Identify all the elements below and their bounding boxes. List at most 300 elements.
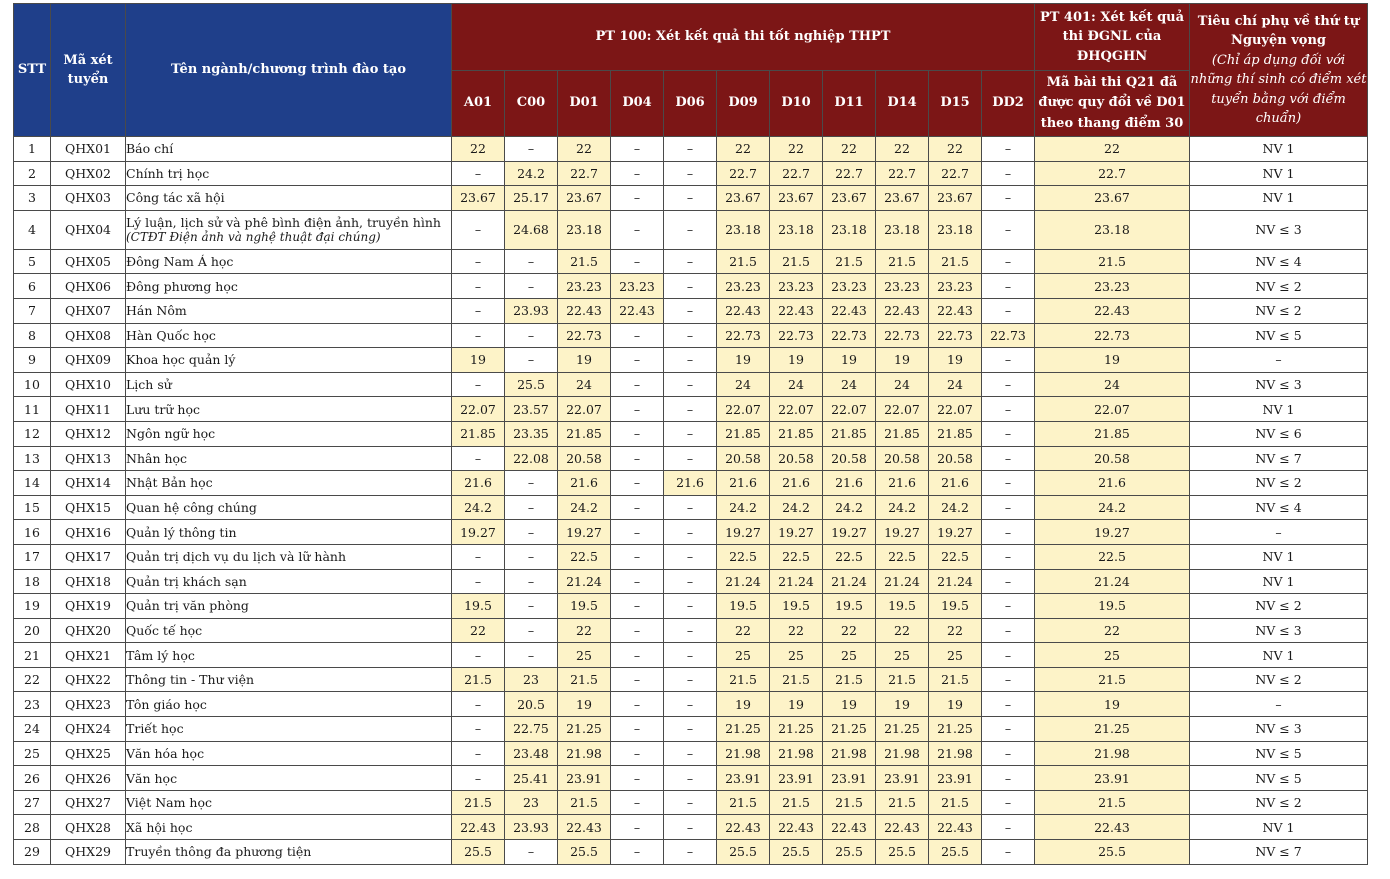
row-score-d06: – — [664, 137, 717, 162]
row-ten-nganh — [126, 667, 452, 692]
row-score-dd2: – — [982, 298, 1035, 323]
row-score-d01: 22 — [558, 618, 611, 643]
table-row — [14, 161, 1368, 186]
row-score-d09: 21.24 — [717, 569, 770, 594]
row-score-d10: 21.6 — [770, 471, 823, 496]
row-score-c00: – — [505, 274, 558, 299]
row-score-d15: 24 — [929, 372, 982, 397]
header-combo-d06: D06 — [664, 71, 717, 137]
row-ten-nganh-label: Quản trị khách sạn — [126, 573, 247, 589]
row-tieu-chi-phu: NV 1 — [1190, 569, 1368, 594]
row-score-d10: 19.5 — [770, 594, 823, 619]
row-stt: 19 — [14, 594, 51, 619]
row-score-d11: 22 — [823, 618, 876, 643]
row-score-d06: – — [664, 594, 717, 619]
row-score-d15: 22.43 — [929, 298, 982, 323]
row-score-d11: 25.5 — [823, 840, 876, 865]
row-score-d06: – — [664, 323, 717, 348]
row-score-d04: – — [611, 815, 664, 840]
row-score-d06: – — [664, 348, 717, 373]
table-row — [14, 397, 1368, 422]
row-score-dd2: – — [982, 643, 1035, 668]
row-ten-nganh — [126, 397, 452, 422]
row-score-d06: – — [664, 421, 717, 446]
row-score-d15: 22.5 — [929, 544, 982, 569]
row-tieu-chi-phu: NV ≤ 4 — [1190, 249, 1368, 274]
row-score-d06: – — [664, 815, 717, 840]
row-score-d15: 21.5 — [929, 790, 982, 815]
row-ten-nganh — [126, 840, 452, 865]
row-ma-xet-tuyen: QHX16 — [51, 520, 126, 545]
row-score-d01: 19 — [558, 348, 611, 373]
row-score-c00: 23.93 — [505, 815, 558, 840]
row-stt: 14 — [14, 471, 51, 496]
row-ten-nganh-label: Truyền thông đa phương tiện — [126, 844, 312, 860]
row-stt: 17 — [14, 544, 51, 569]
row-score-d11: 22.43 — [823, 298, 876, 323]
row-score-d01: 22.43 — [558, 298, 611, 323]
row-score-c00: – — [505, 840, 558, 865]
row-stt: 11 — [14, 397, 51, 422]
row-score-d14: 22 — [876, 618, 929, 643]
row-ten-nganh — [126, 186, 452, 211]
row-pt401-score: 19.5 — [1035, 594, 1190, 619]
row-score-a01: 21.5 — [452, 790, 505, 815]
row-score-c00: 25.17 — [505, 186, 558, 211]
row-ten-nganh-label: Công tác xã hội — [126, 190, 225, 206]
row-score-c00: 25.5 — [505, 372, 558, 397]
row-ma-xet-tuyen: QHX03 — [51, 186, 126, 211]
row-score-d09: 22.43 — [717, 298, 770, 323]
row-score-d10: 20.58 — [770, 446, 823, 471]
row-pt401-score: 24.2 — [1035, 495, 1190, 520]
row-stt: 10 — [14, 372, 51, 397]
row-ten-nganh-label: Xã hội học — [126, 819, 193, 835]
row-score-d01: 19.5 — [558, 594, 611, 619]
row-score-d11: 22.5 — [823, 544, 876, 569]
row-score-c00: – — [505, 618, 558, 643]
row-score-dd2: – — [982, 815, 1035, 840]
table-row — [14, 790, 1368, 815]
row-ma-xet-tuyen: QHX23 — [51, 692, 126, 717]
row-tieu-chi-phu: NV ≤ 3 — [1190, 618, 1368, 643]
row-score-c00: 22.75 — [505, 717, 558, 742]
header-tieu-chi-phu — [1190, 4, 1368, 137]
table-row — [14, 544, 1368, 569]
row-ma-xet-tuyen: QHX22 — [51, 667, 126, 692]
row-score-d10: 19.27 — [770, 520, 823, 545]
row-ten-nganh — [126, 274, 452, 299]
row-pt401-score: 22.5 — [1035, 544, 1190, 569]
row-score-d06: – — [664, 186, 717, 211]
row-score-d11: 21.25 — [823, 717, 876, 742]
row-pt401-score: 21.24 — [1035, 569, 1190, 594]
row-score-a01: – — [452, 643, 505, 668]
row-ten-nganh-label: Quốc tế học — [126, 622, 203, 638]
row-score-d10: 25.5 — [770, 840, 823, 865]
row-score-c00: – — [505, 569, 558, 594]
row-score-dd2: – — [982, 520, 1035, 545]
row-stt: 7 — [14, 298, 51, 323]
row-score-d11: 23.91 — [823, 766, 876, 791]
table-row — [14, 643, 1368, 668]
header-combo-dd2: DD2 — [982, 71, 1035, 137]
row-ma-xet-tuyen: QHX02 — [51, 161, 126, 186]
row-score-d04: – — [611, 372, 664, 397]
row-score-d01: 22.73 — [558, 323, 611, 348]
table-row — [14, 495, 1368, 520]
row-score-c00: 23.48 — [505, 741, 558, 766]
row-score-d15: 23.67 — [929, 186, 982, 211]
row-ten-nganh — [126, 137, 452, 162]
row-stt: 6 — [14, 274, 51, 299]
row-score-d11: 20.58 — [823, 446, 876, 471]
row-score-d15: 20.58 — [929, 446, 982, 471]
row-score-c00: 23 — [505, 790, 558, 815]
row-tieu-chi-phu: – — [1190, 692, 1368, 717]
row-score-dd2: – — [982, 249, 1035, 274]
header-combo-c00: C00 — [505, 71, 558, 137]
row-score-d04: – — [611, 594, 664, 619]
row-ten-nganh — [126, 421, 452, 446]
row-score-d10: 22.07 — [770, 397, 823, 422]
row-score-d06: – — [664, 790, 717, 815]
row-ten-nganh-label: Đông Nam Á học — [126, 254, 234, 270]
row-tieu-chi-phu: – — [1190, 348, 1368, 373]
row-tieu-chi-phu: NV 1 — [1190, 397, 1368, 422]
row-score-d06: – — [664, 544, 717, 569]
row-tieu-chi-phu: NV 1 — [1190, 137, 1368, 162]
row-ma-xet-tuyen: QHX08 — [51, 323, 126, 348]
row-tieu-chi-phu: NV ≤ 2 — [1190, 274, 1368, 299]
row-stt: 18 — [14, 569, 51, 594]
row-score-c00: 23.93 — [505, 298, 558, 323]
row-score-d09: 21.5 — [717, 790, 770, 815]
row-ten-nganh-label: Quản trị văn phòng — [126, 598, 249, 614]
row-stt: 22 — [14, 667, 51, 692]
row-score-d14: 22.43 — [876, 815, 929, 840]
row-score-dd2: – — [982, 790, 1035, 815]
row-score-d10: 21.5 — [770, 790, 823, 815]
table-row — [14, 569, 1368, 594]
row-score-d09: 23.18 — [717, 210, 770, 249]
row-stt: 16 — [14, 520, 51, 545]
row-score-a01: 24.2 — [452, 495, 505, 520]
row-ten-nganh — [126, 569, 452, 594]
row-score-d04: 22.43 — [611, 298, 664, 323]
row-ten-nganh — [126, 815, 452, 840]
row-score-d14: 24.2 — [876, 495, 929, 520]
row-score-d11: 24.2 — [823, 495, 876, 520]
row-score-d01: 23.18 — [558, 210, 611, 249]
row-pt401-score: 21.5 — [1035, 667, 1190, 692]
row-score-a01: 23.67 — [452, 186, 505, 211]
row-score-a01: – — [452, 766, 505, 791]
table-row — [14, 471, 1368, 496]
row-score-d15: 22 — [929, 618, 982, 643]
row-ma-xet-tuyen: QHX15 — [51, 495, 126, 520]
table-row — [14, 692, 1368, 717]
row-score-a01: – — [452, 692, 505, 717]
row-score-d06: – — [664, 298, 717, 323]
row-score-dd2: – — [982, 446, 1035, 471]
table-row — [14, 348, 1368, 373]
row-score-dd2: – — [982, 569, 1035, 594]
row-score-dd2: – — [982, 741, 1035, 766]
row-score-c00: – — [505, 495, 558, 520]
header-combo-d10: D10 — [770, 71, 823, 137]
row-score-d09: 19.5 — [717, 594, 770, 619]
row-pt401-score: 21.98 — [1035, 741, 1190, 766]
row-score-d14: 23.67 — [876, 186, 929, 211]
row-tieu-chi-phu: NV 1 — [1190, 544, 1368, 569]
row-ten-nganh — [126, 741, 452, 766]
row-stt: 3 — [14, 186, 51, 211]
header-tieu-chi-title: Tiêu chí phụ về thứ tự Nguyện vọng — [1197, 13, 1360, 48]
row-stt: 13 — [14, 446, 51, 471]
row-score-d15: 23.23 — [929, 274, 982, 299]
header-combo-d01: D01 — [558, 71, 611, 137]
row-score-d15: 21.98 — [929, 741, 982, 766]
row-score-d14: 21.98 — [876, 741, 929, 766]
header-combo-d09: D09 — [717, 71, 770, 137]
row-pt401-score: 21.85 — [1035, 421, 1190, 446]
row-ten-nganh — [126, 692, 452, 717]
row-pt401-score: 23.91 — [1035, 766, 1190, 791]
row-score-d06: – — [664, 766, 717, 791]
row-score-c00: 23.35 — [505, 421, 558, 446]
row-score-d09: 19 — [717, 692, 770, 717]
row-score-d11: 19.5 — [823, 594, 876, 619]
row-score-d14: 22 — [876, 137, 929, 162]
row-score-d06: – — [664, 692, 717, 717]
row-pt401-score: 22.43 — [1035, 298, 1190, 323]
row-pt401-score: 24 — [1035, 372, 1190, 397]
row-score-d04: – — [611, 186, 664, 211]
table-row — [14, 186, 1368, 211]
row-ten-nganh-label: Quản trị dịch vụ du lịch và lữ hành — [126, 549, 347, 565]
row-score-dd2: – — [982, 667, 1035, 692]
row-score-d01: 23.23 — [558, 274, 611, 299]
row-stt: 15 — [14, 495, 51, 520]
row-score-d10: 24 — [770, 372, 823, 397]
row-score-d11: 19 — [823, 692, 876, 717]
table-row — [14, 717, 1368, 742]
table-row — [14, 421, 1368, 446]
row-score-d10: 23.67 — [770, 186, 823, 211]
row-score-d15: 22 — [929, 137, 982, 162]
row-score-d15: 21.25 — [929, 717, 982, 742]
row-tieu-chi-phu: NV ≤ 5 — [1190, 741, 1368, 766]
table-row — [14, 323, 1368, 348]
row-stt: 21 — [14, 643, 51, 668]
row-score-d11: 21.24 — [823, 569, 876, 594]
row-score-d10: 22.43 — [770, 298, 823, 323]
row-pt401-score: 23.67 — [1035, 186, 1190, 211]
row-score-dd2: – — [982, 840, 1035, 865]
row-score-d01: 24.2 — [558, 495, 611, 520]
row-score-d10: 22 — [770, 137, 823, 162]
row-score-d01: 22.7 — [558, 161, 611, 186]
table-row — [14, 840, 1368, 865]
header-pt401-sub: Mã bài thi Q21 đã được quy đổi về D01 theo thang điểm 30 — [1035, 71, 1190, 137]
row-score-d09: 21.6 — [717, 471, 770, 496]
row-score-d15: 23.91 — [929, 766, 982, 791]
row-score-d04: – — [611, 421, 664, 446]
row-score-d10: 21.5 — [770, 667, 823, 692]
row-score-d15: 21.24 — [929, 569, 982, 594]
row-score-d09: 19 — [717, 348, 770, 373]
row-score-d06: – — [664, 249, 717, 274]
row-score-d01: 19 — [558, 692, 611, 717]
row-score-d09: 22 — [717, 137, 770, 162]
row-score-d04: – — [611, 397, 664, 422]
row-score-d06: – — [664, 161, 717, 186]
row-score-dd2: – — [982, 274, 1035, 299]
row-ten-nganh — [126, 594, 452, 619]
row-score-d01: 22 — [558, 137, 611, 162]
row-score-d01: 21.24 — [558, 569, 611, 594]
row-score-d15: 21.6 — [929, 471, 982, 496]
row-score-d09: 22 — [717, 618, 770, 643]
row-ma-xet-tuyen: QHX11 — [51, 397, 126, 422]
row-score-d09: 20.58 — [717, 446, 770, 471]
row-score-d15: 22.43 — [929, 815, 982, 840]
row-ten-nganh-label: Lưu trữ học — [126, 401, 200, 417]
row-score-d01: 21.5 — [558, 249, 611, 274]
row-score-d04: – — [611, 495, 664, 520]
row-score-d01: 23.91 — [558, 766, 611, 791]
row-score-d11: 22.07 — [823, 397, 876, 422]
row-stt: 5 — [14, 249, 51, 274]
row-tieu-chi-phu: NV ≤ 3 — [1190, 210, 1368, 249]
row-ten-nganh — [126, 471, 452, 496]
row-score-d15: 19.27 — [929, 520, 982, 545]
row-ten-nganh — [126, 520, 452, 545]
row-tieu-chi-phu: NV 1 — [1190, 643, 1368, 668]
row-pt401-score: 25.5 — [1035, 840, 1190, 865]
row-score-a01: – — [452, 274, 505, 299]
row-stt: 26 — [14, 766, 51, 791]
row-score-a01: 22.43 — [452, 815, 505, 840]
row-ten-nganh-label: Hán Nôm — [126, 303, 187, 319]
row-score-d06: – — [664, 643, 717, 668]
row-score-d01: 20.58 — [558, 446, 611, 471]
row-pt401-score: 19.27 — [1035, 520, 1190, 545]
row-score-dd2: – — [982, 692, 1035, 717]
row-score-c00: – — [505, 471, 558, 496]
row-score-c00: – — [505, 643, 558, 668]
row-ten-nganh — [126, 717, 452, 742]
row-score-a01: – — [452, 323, 505, 348]
row-score-d01: 22.5 — [558, 544, 611, 569]
row-pt401-score: 22.7 — [1035, 161, 1190, 186]
row-score-d11: 21.98 — [823, 741, 876, 766]
row-score-a01: 25.5 — [452, 840, 505, 865]
table-row — [14, 298, 1368, 323]
table-row — [14, 815, 1368, 840]
row-score-d04: – — [611, 840, 664, 865]
row-score-a01: 21.85 — [452, 421, 505, 446]
row-score-d14: 25 — [876, 643, 929, 668]
row-score-dd2: – — [982, 594, 1035, 619]
row-ten-nganh — [126, 298, 452, 323]
row-tieu-chi-phu: NV ≤ 2 — [1190, 298, 1368, 323]
row-score-d14: 22.7 — [876, 161, 929, 186]
row-tieu-chi-phu: NV ≤ 7 — [1190, 446, 1368, 471]
row-tieu-chi-phu: NV 1 — [1190, 186, 1368, 211]
row-score-d10: 22.73 — [770, 323, 823, 348]
row-score-a01: 22 — [452, 618, 505, 643]
row-score-d09: 24 — [717, 372, 770, 397]
row-score-d14: 19.5 — [876, 594, 929, 619]
row-score-d15: 22.07 — [929, 397, 982, 422]
row-score-dd2: – — [982, 397, 1035, 422]
row-score-d01: 23.67 — [558, 186, 611, 211]
row-score-dd2: – — [982, 137, 1035, 162]
row-ten-nganh-label: Báo chí — [126, 141, 174, 157]
row-score-d09: 21.98 — [717, 741, 770, 766]
row-score-a01: 19 — [452, 348, 505, 373]
row-score-d10: 21.25 — [770, 717, 823, 742]
row-score-d06: – — [664, 840, 717, 865]
row-score-d11: 22 — [823, 137, 876, 162]
row-score-c00: 22.08 — [505, 446, 558, 471]
row-score-d14: 21.24 — [876, 569, 929, 594]
row-score-d06: – — [664, 569, 717, 594]
header-stt: STT — [14, 4, 51, 137]
row-score-d15: 23.18 — [929, 210, 982, 249]
row-score-d11: 19 — [823, 348, 876, 373]
row-score-c00: 24.68 — [505, 210, 558, 249]
row-ten-nganh-label: Văn hóa học — [126, 745, 205, 761]
row-score-d04: – — [611, 692, 664, 717]
row-tieu-chi-phu: NV ≤ 2 — [1190, 667, 1368, 692]
row-score-d11: 19.27 — [823, 520, 876, 545]
row-ten-nganh-label: Đông phương học — [126, 278, 238, 294]
row-score-d10: 21.24 — [770, 569, 823, 594]
table-row — [14, 372, 1368, 397]
row-score-d10: 22.7 — [770, 161, 823, 186]
row-score-d04: – — [611, 766, 664, 791]
row-tieu-chi-phu: NV ≤ 2 — [1190, 790, 1368, 815]
row-ten-nganh — [126, 348, 452, 373]
row-score-a01: 19.5 — [452, 594, 505, 619]
row-ten-nganh-label: Lịch sử — [126, 377, 172, 393]
row-ten-nganh-label: Quản lý thông tin — [126, 524, 237, 540]
row-ma-xet-tuyen: QHX14 — [51, 471, 126, 496]
row-ten-nganh — [126, 161, 452, 186]
row-tieu-chi-phu: NV ≤ 5 — [1190, 323, 1368, 348]
row-score-d15: 19 — [929, 348, 982, 373]
row-ten-nganh-label: Thông tin - Thư viện — [126, 672, 255, 688]
row-ten-nganh-label: Tôn giáo học — [126, 696, 207, 712]
table-row — [14, 766, 1368, 791]
row-score-d01: 21.25 — [558, 717, 611, 742]
row-ma-xet-tuyen: QHX25 — [51, 741, 126, 766]
row-score-d10: 23.23 — [770, 274, 823, 299]
row-score-dd2: – — [982, 210, 1035, 249]
row-score-c00: 23.57 — [505, 397, 558, 422]
row-ma-xet-tuyen: QHX26 — [51, 766, 126, 791]
row-pt401-score: 25 — [1035, 643, 1190, 668]
row-score-d04: – — [611, 569, 664, 594]
row-score-d01: 21.5 — [558, 667, 611, 692]
row-ma-xet-tuyen: QHX13 — [51, 446, 126, 471]
row-score-dd2: – — [982, 766, 1035, 791]
header-pt100: PT 100: Xét kết quả thi tốt nghiệp THPT — [452, 4, 1035, 71]
row-ten-nganh-label: Việt Nam học — [126, 795, 212, 811]
